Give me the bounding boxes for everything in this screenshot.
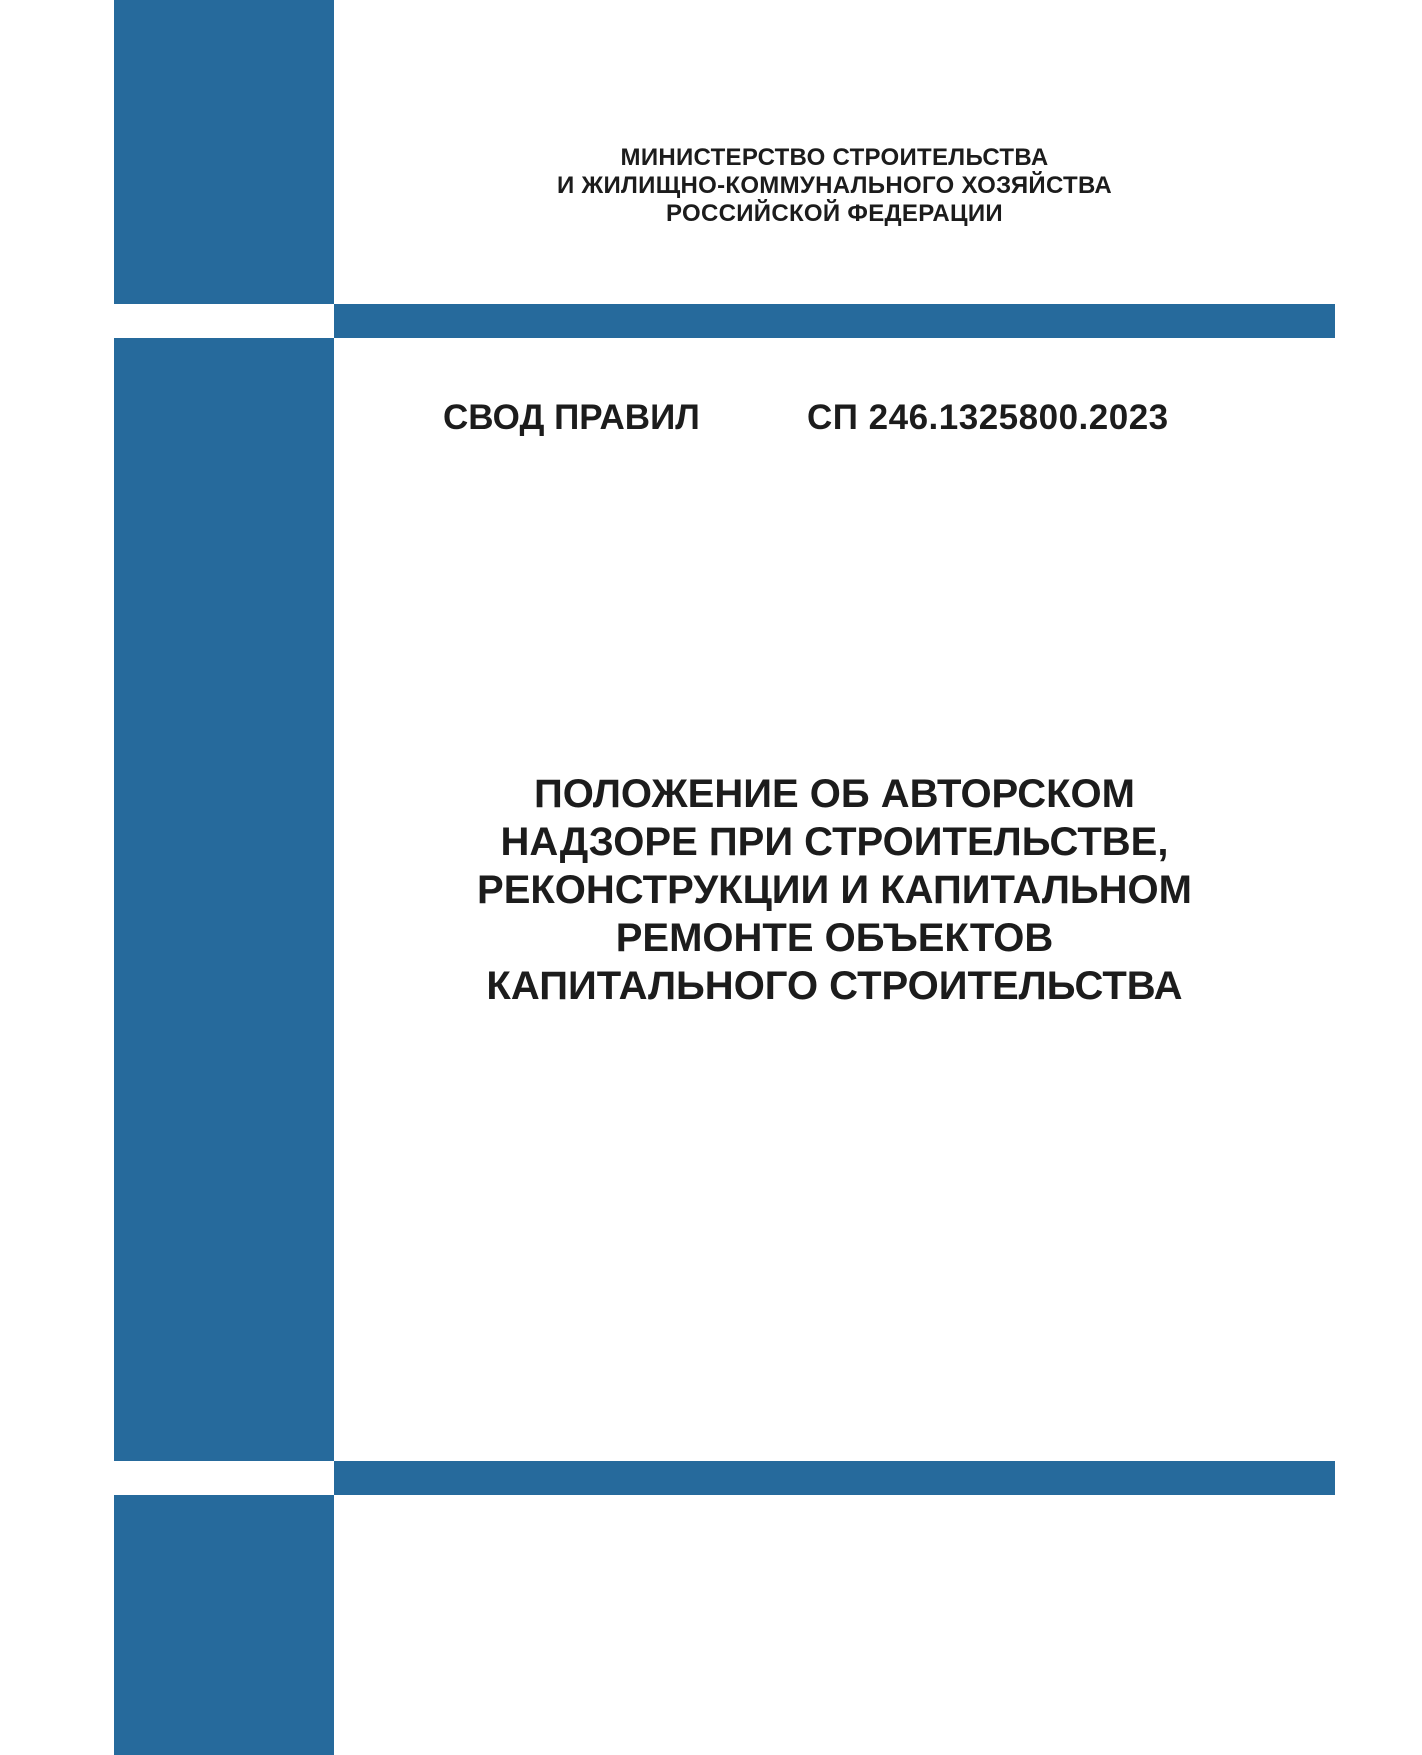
- horizontal-band-top: [334, 304, 1335, 338]
- spine-bar-bottom: [114, 1495, 334, 1755]
- ministry-name: [334, 144, 1335, 228]
- document-number: СП 246.1325800.2023: [807, 398, 1169, 437]
- horizontal-band-bottom: [334, 1461, 1335, 1495]
- title-line-4: РЕМОНТЕ ОБЪЕКТОВ: [615, 916, 1054, 960]
- title-line-3: РЕКОНСТРУКЦИИ И КАПИТАЛЬНОМ: [477, 868, 1192, 912]
- spine-bar-middle: [114, 338, 334, 1461]
- title-line-5: КАПИТАЛЬНОГО СТРОИТЕЛЬСТВА: [486, 964, 1183, 1008]
- document-title: [334, 770, 1335, 1010]
- title-line-1: ПОЛОЖЕНИЕ ОБ АВТОРСКОМ: [534, 772, 1135, 816]
- title-line-2: НАДЗОРЕ ПРИ СТРОИТЕЛЬСТВЕ,: [500, 820, 1169, 864]
- spine-bar-top: [114, 0, 334, 304]
- ministry-line-3: РОССИЙСКОЙ ФЕДЕРАЦИИ: [666, 200, 1003, 227]
- document-type: СВОД ПРАВИЛ: [443, 398, 700, 437]
- ministry-line-1: МИНИСТЕРСТВО СТРОИТЕЛЬСТВА: [620, 144, 1049, 171]
- ministry-line-2: И ЖИЛИЩНО-КОММУНАЛЬНОГО ХОЗЯЙСТВА: [556, 172, 1113, 199]
